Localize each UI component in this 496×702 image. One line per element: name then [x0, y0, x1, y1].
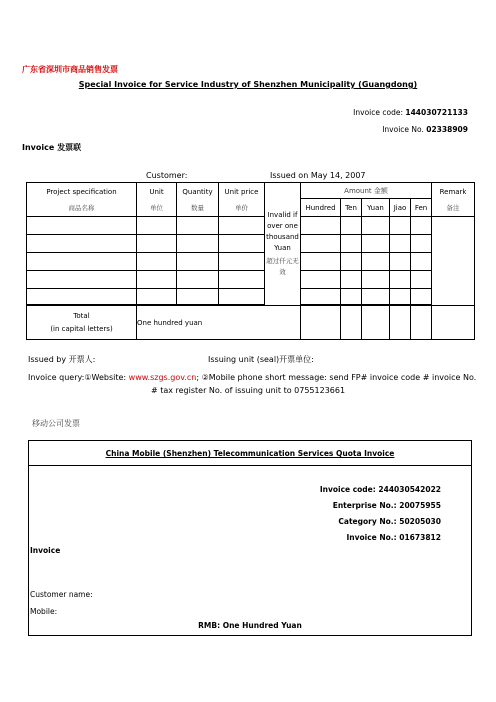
mobile-enterprise-no: Enterprise No.: 20075955	[332, 501, 441, 510]
total-label: Total (in capital letters)	[27, 306, 137, 340]
mobile-invoice-title: China Mobile (Shenzhen) Telecommunication Services Quota Invoice	[105, 449, 395, 458]
mobile-rmb-amount: RMB: One Hundred Yuan	[198, 621, 302, 630]
digit-yuan: Yuan	[362, 199, 390, 217]
mobile-customer-name: Customer name:	[30, 590, 93, 599]
issued-by: Issued by 开票人:	[28, 355, 96, 364]
query-website-link[interactable]: www.szgs.gov.cn	[128, 373, 197, 382]
table-row	[27, 235, 475, 253]
issued-date: Issued on May 14, 2007	[270, 171, 366, 180]
table-row	[27, 289, 475, 305]
invoice-copy-label: Invoice 发票联	[22, 143, 82, 152]
page-heading: 广东省深圳市商品销售发票	[22, 65, 118, 74]
invoice-table	[26, 182, 475, 340]
issued-by-line	[28, 354, 314, 365]
invoice-code-label: Invoice code:	[353, 108, 406, 117]
total-value: One hundred yuan	[137, 306, 301, 340]
invoice-query-line: Invoice query:①Website: www.szgs.gov.cn; ②Mobile phone short message: send FP# invoice code # invoice No.	[28, 373, 477, 382]
digit-hundred: Hundred	[301, 199, 341, 217]
mobile-invoice-label: Invoice	[30, 546, 61, 555]
mobile-invoice-code: Invoice code: 244030542022	[319, 485, 441, 494]
digit-fen: Fen	[411, 199, 432, 217]
header-unit: Unit 单位	[137, 183, 177, 217]
header-remark: Remark 备注	[432, 183, 475, 217]
header-project: Project specification 商品名称	[27, 183, 137, 217]
mobile-invoice-heading: 移动公司发票	[32, 419, 80, 428]
invoice-query-line-2: # tax register No. of issuing unit to 0755123661	[150, 386, 346, 395]
table-row	[27, 253, 475, 271]
invoice-title: Special Invoice for Service Industry of Shenzhen Municipality (Guangdong)	[78, 80, 418, 89]
customer-line	[146, 171, 366, 180]
table-row	[27, 271, 475, 289]
header-unit-price: Unit price 单价	[219, 183, 265, 217]
customer-label: Customer:	[146, 171, 188, 180]
digit-ten: Ten	[341, 199, 362, 217]
mobile-divider	[29, 465, 471, 466]
header-quantity: Quantity 数量	[177, 183, 219, 217]
table-row	[27, 217, 475, 235]
invoice-code-value: 144030721133	[405, 108, 468, 117]
invoice-no-value: 02338909	[426, 125, 468, 134]
invoice-no-line	[382, 125, 468, 134]
mobile-category-no: Category No.: 50205030	[338, 517, 441, 526]
digit-jiao: Jiao	[390, 199, 411, 217]
invoice-no-label: Invoice No.	[382, 125, 427, 134]
mobile-invoice-box	[28, 440, 472, 636]
mobile-invoice-no: Invoice No.: 01673812	[346, 533, 441, 542]
invalid-note: Invalid if over one thousand Yuan 超过仟元无效	[265, 183, 301, 306]
header-amount: Amount 金额	[301, 183, 432, 199]
invoice-code-line	[353, 108, 468, 117]
mobile-number-label: Mobile:	[30, 607, 58, 616]
issuing-unit: Issuing unit (seal)开票单位:	[208, 355, 314, 364]
